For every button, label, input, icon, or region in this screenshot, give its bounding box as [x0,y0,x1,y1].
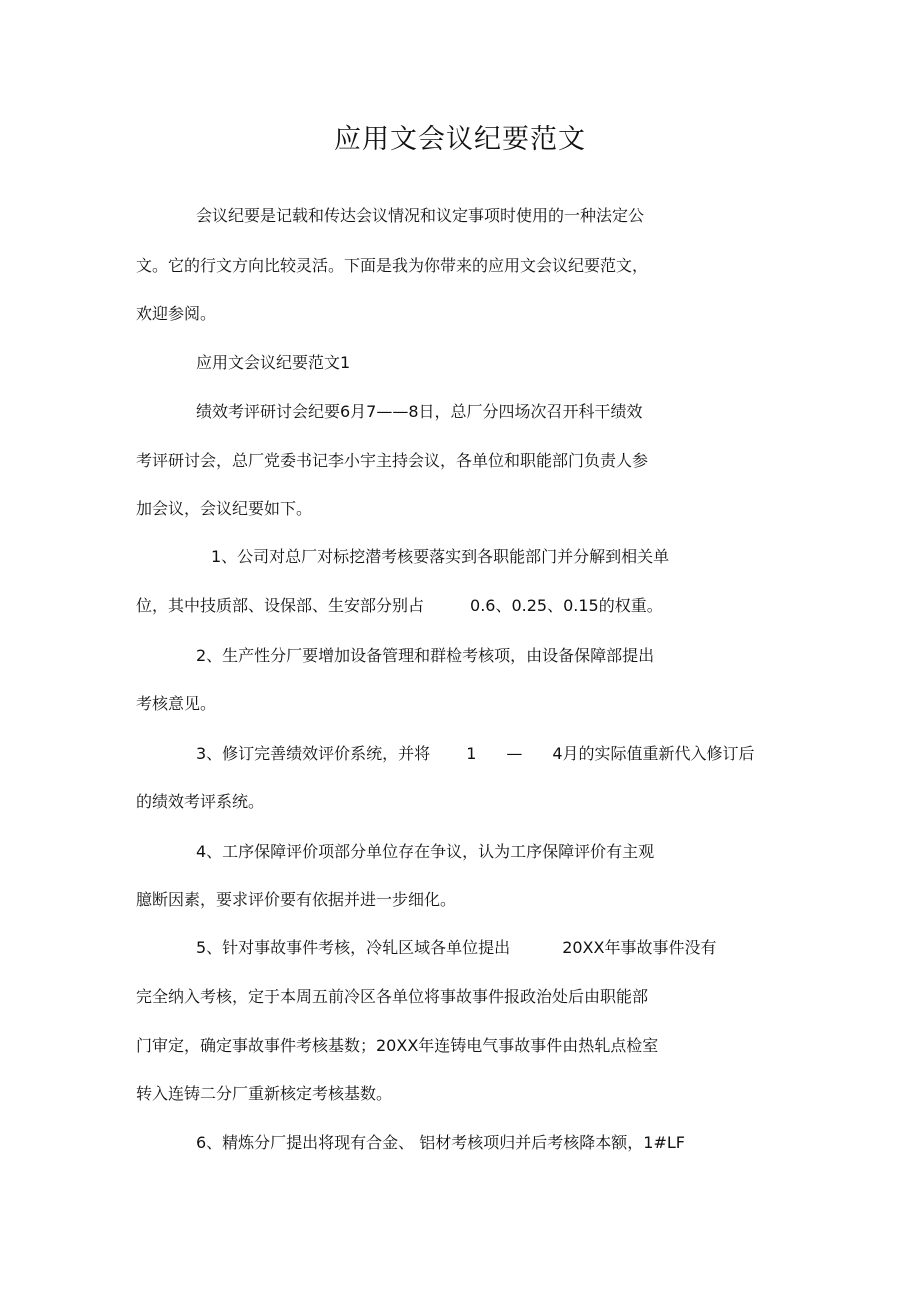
page-title: 应用文会议纪要范文 [334,124,586,155]
item-1-weights: 0.6、0.25、0.15的权重。 [470,596,663,615]
item-3-month-end: 4月的实际值重新代入修订后 [552,744,755,763]
item-5-line-3: 门审定，确定事故事件考核基数；20XX年连铸电气事故事件由热轧点检室 [136,1036,659,1055]
meeting-line-1: 绩效考评研讨会纪要6月7——8日，总厂分四场次召开科干绩效 [196,402,643,421]
intro-line-1: 会议纪要是记载和传达会议情况和议定事项时使用的一种法定公 [196,206,645,225]
item-3-month-start: 1 [466,744,477,763]
item-4-line-2: 臆断因素，要求评价要有依据并进一步细化。 [136,890,457,909]
item-5-text: 5、针对事故事件考核，冷轧区域各单位提出 [196,938,511,957]
item-3-text: 3、修订完善绩效评价系统，并将 [196,744,431,763]
meeting-line-3: 加会议，会议纪要如下。 [136,499,313,518]
item-5-line-4: 转入连铸二分厂重新核定考核基数。 [136,1084,393,1103]
meeting-line-2: 考评研讨会，总厂党委书记李小宇主持会议，各单位和职能部门负责人参 [136,451,649,470]
item-5-line-1 [196,936,716,960]
section-heading: 应用文会议纪要范文1 [196,353,351,372]
item-4-line-1: 4、工序保障评价项部分单位存在争议，认为工序保障评价有主观 [196,842,655,861]
item-3-dash: — [506,744,523,763]
item-3-line-2: 的绩效考评系统。 [136,792,265,811]
intro-line-3: 欢迎参阅。 [136,304,217,323]
item-2-line-1: 2、生产性分厂要增加设备管理和群检考核项，由设备保障部提出 [196,646,655,665]
item-5-year: 20XX年事故事件没有 [562,938,717,957]
item-5-line-2: 完全纳入考核，定于本周五前冷区各单位将事故事件报政治处后由职能部 [136,987,649,1006]
item-2-line-2: 考核意见。 [136,694,217,713]
intro-line-2: 文。它的行文方向比较灵活。下面是我为你带来的应用文会议纪要范文， [136,256,649,275]
item-1-text: 位，其中技质部、设保部、生安部分别占 [136,596,425,615]
item-3-line-1 [196,742,755,766]
item-1-line-1: 1、公司对总厂对标挖潜考核要落实到各职能部门并分解到相关单 [211,547,670,566]
item-1-line-2 [136,594,663,618]
item-6-line-1: 6、精炼分厂提出将现有合金、 铝材考核项归并后考核降本额，1#LF [196,1133,685,1152]
